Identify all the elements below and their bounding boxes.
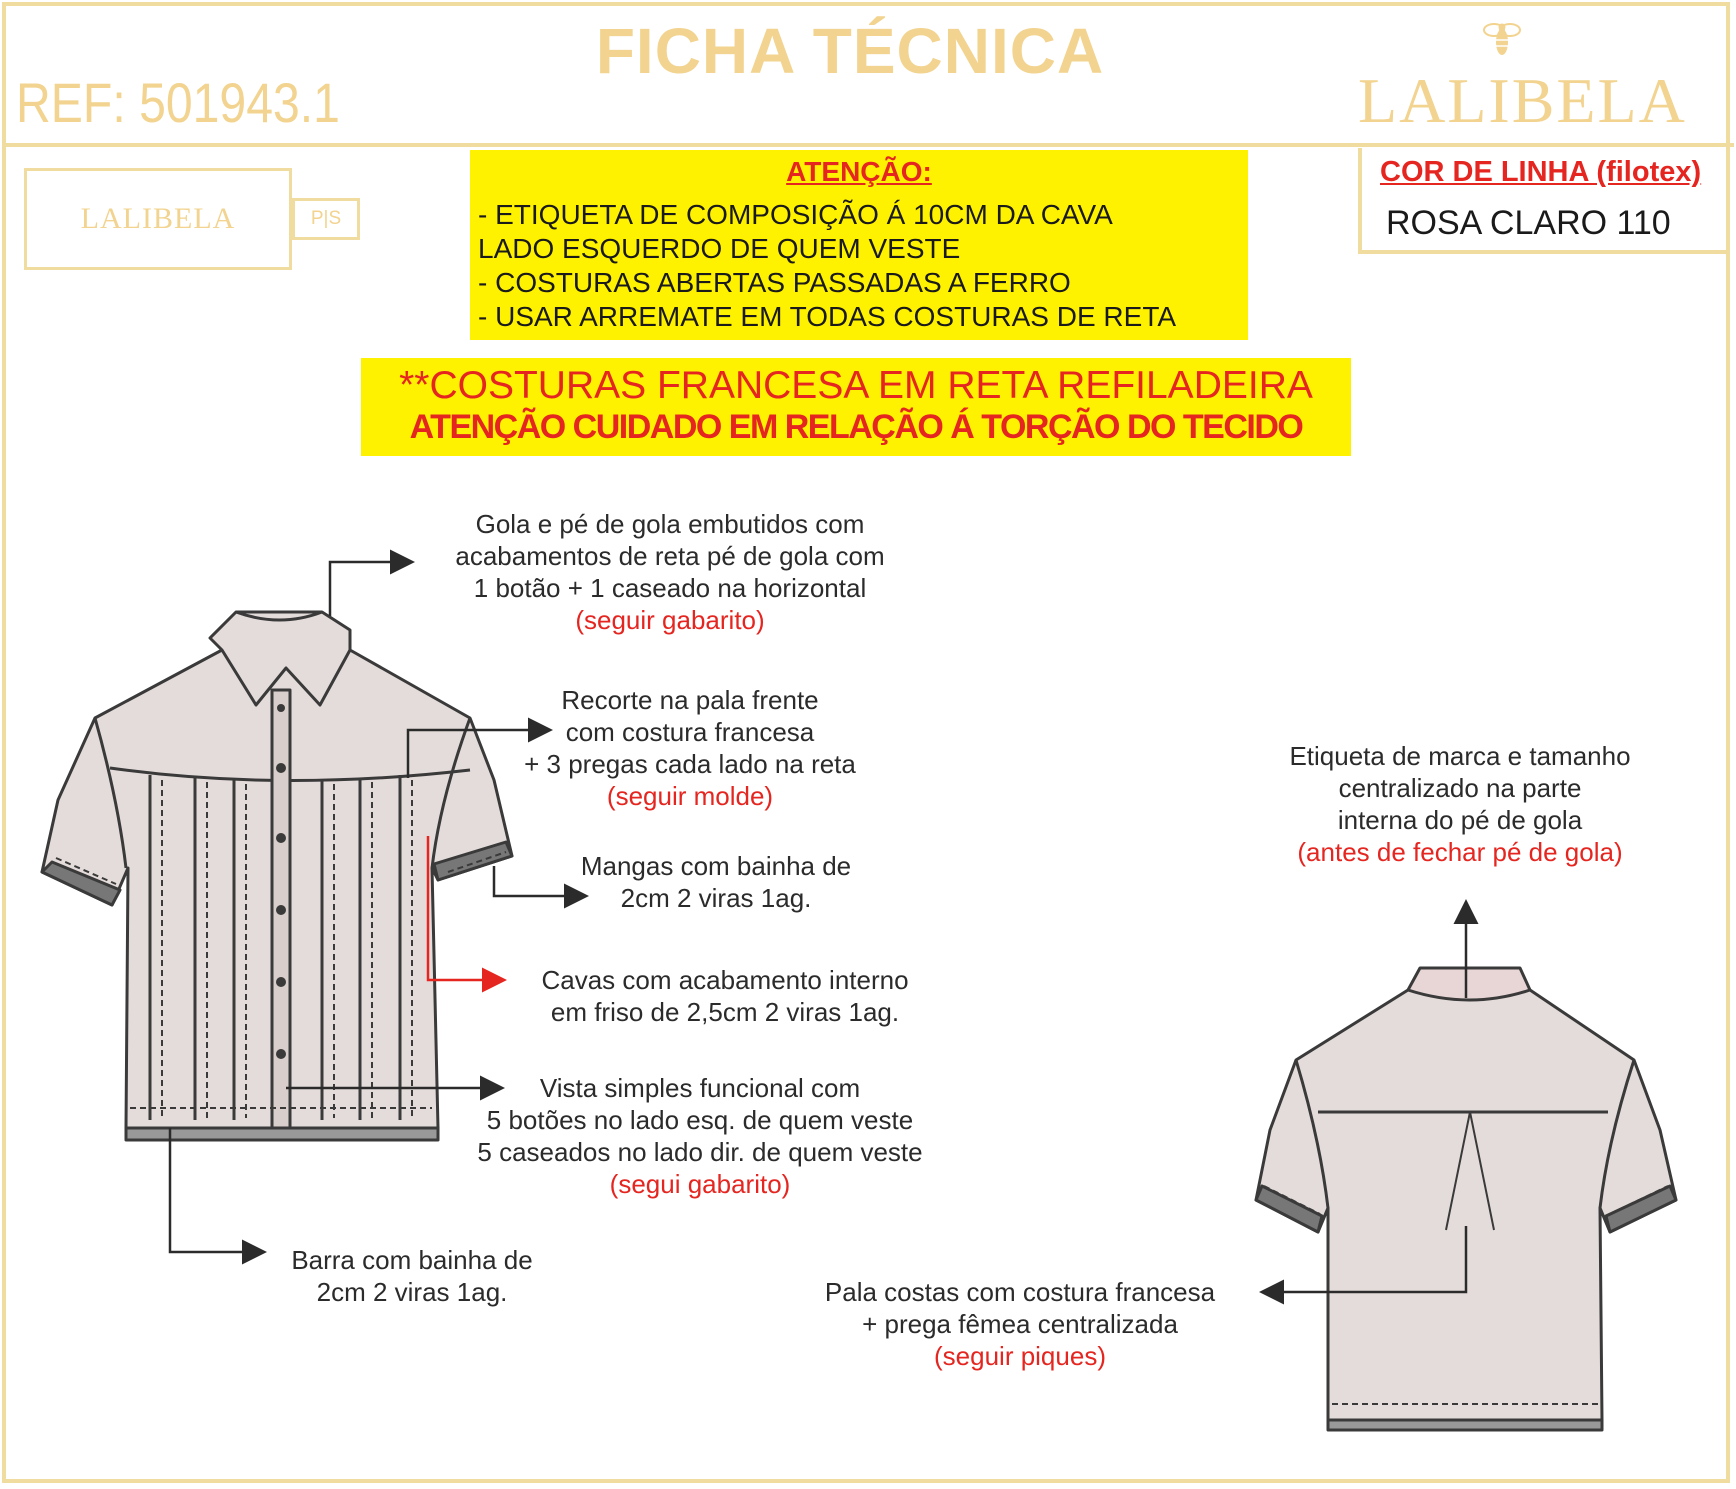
- note-collar-line: acabamentos de reta pé de gola com: [455, 541, 885, 571]
- note-yoke-instruction: (seguir molde): [606, 781, 774, 811]
- note-sleeves-line: 2cm 2 viras 1ag.: [620, 883, 812, 913]
- note-armholes: [510, 964, 940, 1028]
- note-back-yoke-line: Pala costas com costura francesa: [824, 1277, 1216, 1307]
- page-title: FICHA TÉCNICA: [595, 15, 1105, 87]
- note-hem-line: 2cm 2 viras 1ag.: [316, 1277, 508, 1307]
- note-sleeves: [546, 850, 886, 914]
- note-placket: [440, 1072, 960, 1200]
- note-placket-line: 5 botões no lado esq. de quem veste: [486, 1105, 914, 1135]
- thread-color-title: COR DE LINHA (filotex): [1380, 156, 1702, 188]
- note-collar: [420, 508, 920, 636]
- note-armholes-line: Cavas com acabamento interno: [541, 965, 909, 995]
- note-back-yoke-instruction: (seguir piques): [934, 1341, 1106, 1371]
- brand-logo: LALIBELA: [1358, 65, 1687, 136]
- note-hem: [262, 1244, 562, 1308]
- note-armholes-line: em friso de 2,5cm 2 viras 1ag.: [550, 997, 900, 1027]
- seam-warning-line2: ATENÇÃO CUIDADO EM RELAÇÃO Á TORÇÃO DO TECIDO: [409, 408, 1303, 446]
- note-placket-instruction: (segui gabarito): [609, 1169, 791, 1199]
- note-hem-line: Barra com bainha de: [291, 1245, 533, 1275]
- attention-line: LADO ESQUERDO DE QUEM VESTE: [478, 233, 961, 264]
- brand-label-sample: LALIBELA: [24, 168, 292, 270]
- note-brand-label: [1236, 740, 1684, 868]
- note-label-line: Etiqueta de marca e tamanho: [1289, 741, 1631, 771]
- attention-title: ATENÇÃO:: [786, 156, 932, 187]
- note-placket-line: 5 caseados no lado dir. de quem veste: [477, 1137, 923, 1167]
- note-label-instruction: (antes de fechar pé de gola): [1297, 837, 1623, 867]
- attention-line: - USAR ARREMATE EM TODAS COSTURAS DE RETA: [478, 301, 1177, 332]
- note-placket-line: Vista simples funcional com: [539, 1073, 861, 1103]
- size-label-sample: P|S: [292, 198, 360, 240]
- note-collar-instruction: (seguir gabarito): [575, 605, 765, 635]
- note-sleeves-line: Mangas com bainha de: [580, 851, 852, 881]
- note-label-line: interna do pé de gola: [1337, 805, 1583, 835]
- reference-code: REF: 501943.1: [16, 71, 340, 134]
- note-label-line: centralizado na parte: [1338, 773, 1582, 803]
- thread-color-value: ROSA CLARO 110: [1386, 204, 1671, 242]
- note-yoke-line: + 3 pregas cada lado na reta: [524, 749, 856, 779]
- note-yoke-line: com costura francesa: [565, 717, 815, 747]
- note-front-yoke: [490, 684, 890, 812]
- note-collar-line: 1 botão + 1 caseado na horizontal: [473, 573, 867, 603]
- back-shirt-drawing: [1256, 968, 1676, 1430]
- attention-line: - COSTURAS ABERTAS PASSADAS A FERRO: [478, 267, 1071, 298]
- seam-warning-line1: **COSTURAS FRANCESA EM RETA REFILADEIRA: [399, 364, 1313, 407]
- attention-line: - ETIQUETA DE COMPOSIÇÃO Á 10CM DA CAVA: [478, 199, 1113, 230]
- note-yoke-line: Recorte na pala frente: [561, 685, 819, 715]
- front-shirt-drawing: [42, 612, 512, 1140]
- note-back-yoke-line: + prega fêmea centralizada: [862, 1309, 1178, 1339]
- note-collar-line: Gola e pé de gola embutidos com: [475, 509, 865, 539]
- note-back-yoke: [800, 1276, 1240, 1372]
